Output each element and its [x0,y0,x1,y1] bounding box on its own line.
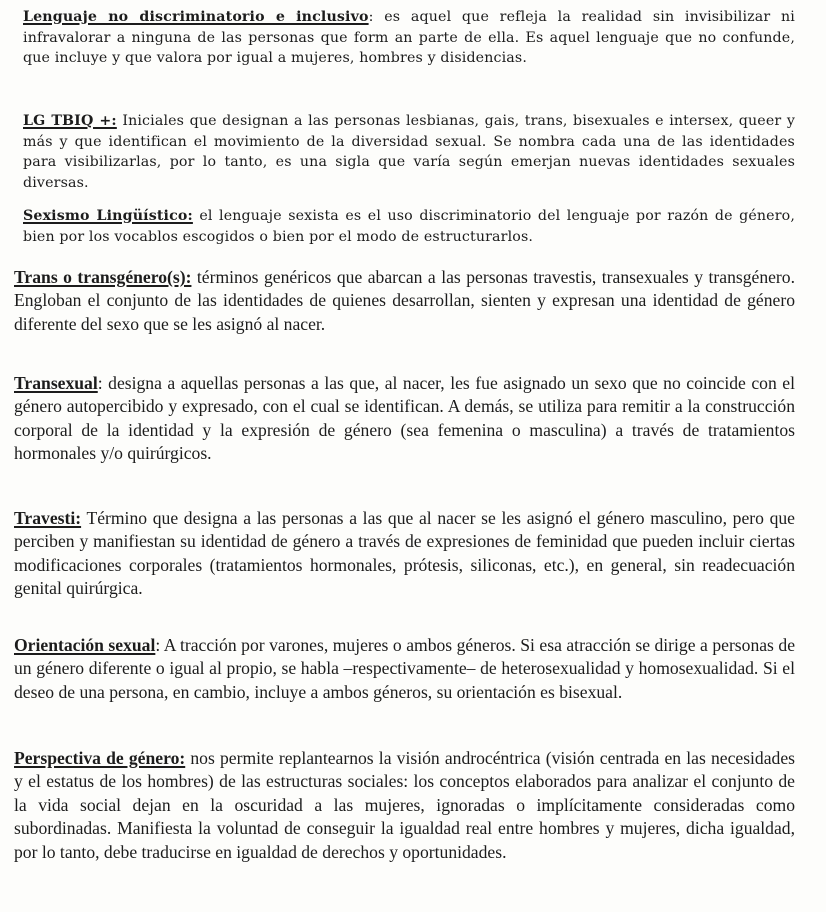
entry-definition: es aquel que refleja la realidad sin invisibilizar ni infravalorar a ninguna de las personas que form an parte de ella. Es aquel lenguaje que no confunde, que incluye y que valora por igual a mujeres, hombres y disidencias. [23,9,795,66]
entry-definition: términos genéricos que abarcan a las personas travestis, transexuales y transgénero. Engloban el conjunto de las identidades de quienes desarrollan, sienten y expresan una identidad de género diferente del sexo que se les asignó al nacer. [14,267,795,334]
glossary-entry-travesti [14,507,795,601]
glossary-entry-lgtbiq [23,111,795,193]
entry-term: Sexismo Lingüístico: [23,208,193,224]
glossary-entry-lenguaje-inclusivo [23,7,795,69]
entry-definition: Término que designa a las personas a las que al nacer se les asignó el género masculino, pero que perciben y manifiestan su identidad de género a través de expresiones de feminidad que pueden incluir ciertas modificaciones corporales (tratamientos hormonales, prótesis, siliconas, etc.), en general, sin readecuación genital quirúrgica. [14,508,795,599]
entry-definition: el lenguaje sexista es el uso discriminatorio del lenguaje por razón de género, bien por los vocablos escogidos o bien por el modo de estructurarlos. [23,208,795,245]
glossary-entry-trans [14,266,795,336]
entry-separator: : [155,635,161,655]
entry-definition: Iniciales que designan a las personas lesbianas, gais, trans, bisexuales e intersex, queer y más y que identifican el movimiento de la diversidad sexual. Se nombra cada una de las identidades para visibilizarlas, por lo tanto, es una sigla que varía según emerjan nuevas identidades sexuales diversas. [23,113,796,191]
entry-term: LG TBIQ +: [23,113,117,129]
entry-definition: A tracción por varones, mujeres o ambos géneros. Si esa atracción se dirige a personas de un género diferente o igual al propio, se habla –respectivamente– de heterosexualidad y homosexualidad. Si el deseo de una persona, en cambio, incluye a ambos géneros, su orientación es bisexual. [14,635,796,702]
entry-term: Trans o transgénero(s): [14,267,192,287]
glossary-entry-transexual [14,372,795,466]
entry-definition: nos permite replantearnos la visión androcéntrica (visión centrada en las necesidades y el estatus de los hombres) de las estructuras sociales: los conceptos elaborados para analizar el conjunto de la vida social dejan en la oscuridad a las mujeres, ignoradas o implícitamente consideradas como subordinadas. Manifiesta la voluntad de conseguir la igualdad real entre hombres y mujeres, dicha igualdad, por lo tanto, debe traducirse en igualdad de derechos y oportunidades. [14,748,795,862]
entry-definition: designa a aquellas personas a las que, al nacer, les fue asignado un sexo que no coincide con el género autopercibido y expresado, con el cual se identifican. A demás, se utiliza para remitir a la construcción corporal de la identidad y la expresión de género (sea femenina o masculina) a través de tratamientos hormonales y/o quirúrgicos. [14,373,795,464]
glossary-entry-perspectiva-genero [14,747,795,864]
entry-term: Travesti: [14,508,82,528]
glossary-entry-sexismo-linguistico [23,206,795,247]
entry-term: Orientación sexual [14,635,156,655]
entry-separator: : [97,373,103,393]
glossary-entry-orientacion-sexual [14,634,795,704]
entry-term: Lenguaje no discriminatorio e inclusivo [23,9,369,25]
entry-separator: : [368,9,374,25]
entry-term: Perspectiva de género: [14,748,186,768]
entry-term: Transexual [14,373,98,393]
